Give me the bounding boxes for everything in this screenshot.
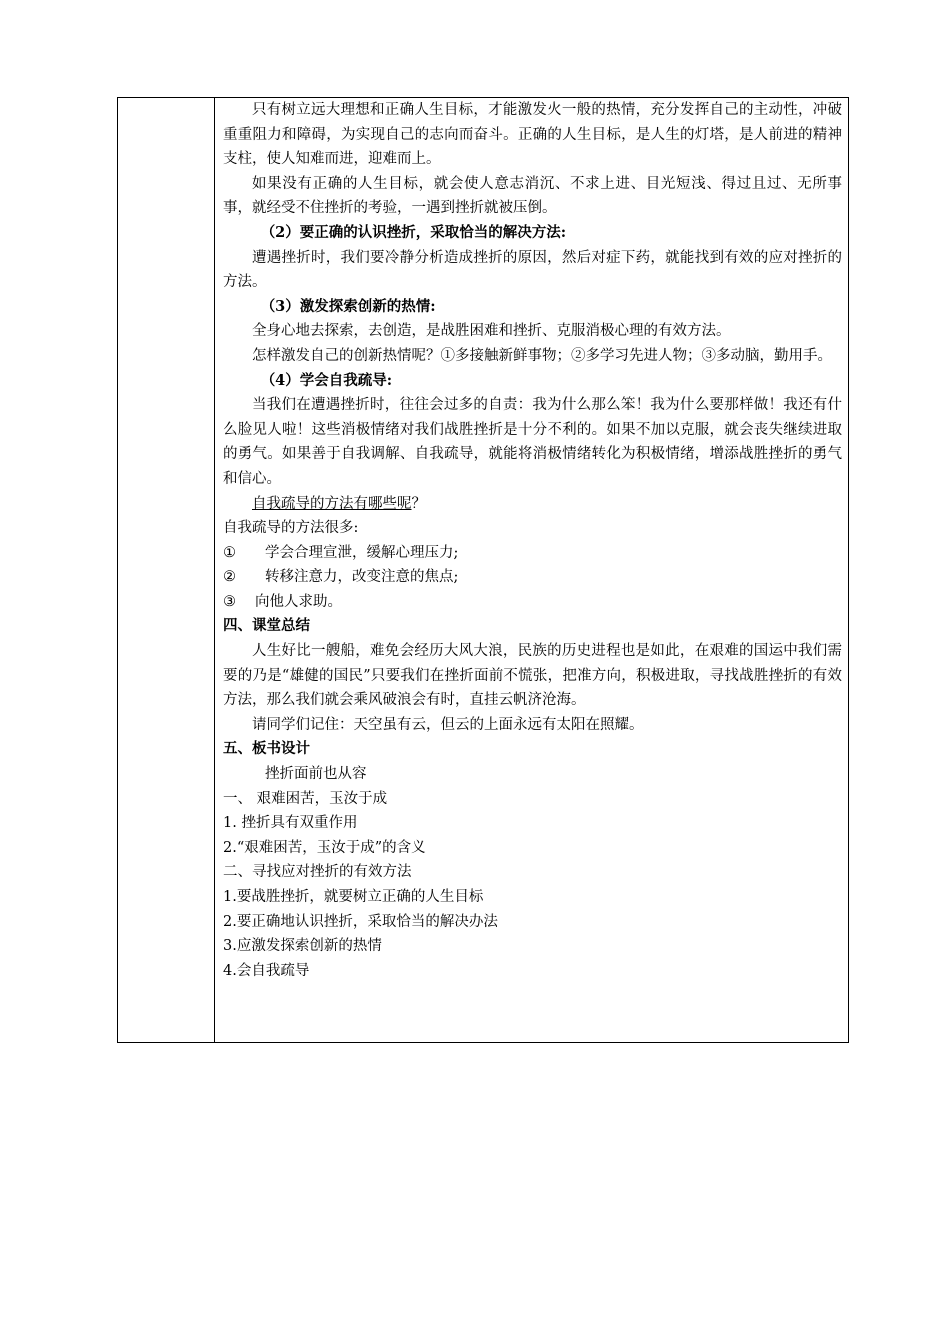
paragraph-goal: 只有树立远大理想和正确人生目标，才能激发火一般的热情，充分发挥自己的主动性，冲破重重阻力和障碍，为实现自己的志向而奋斗。正确的人生目标，是人生的灯塔，是人前进的精神支柱，使人知难而进，迎难而上。 (223, 102, 842, 168)
board-title: 挫折面前也从容 (265, 766, 367, 783)
method-number: ② (223, 569, 236, 586)
board-line: 4.会自我疏导 (223, 962, 310, 979)
method-number: ③ (223, 593, 236, 610)
method-item (223, 565, 842, 590)
table-content-cell (215, 98, 848, 1042)
paragraph-self-blame: 当我们在遭遇挫折时，往往会过多的自责：我为什么那么笨！我为什么要那样做！我还有什么脸见人啦！这些消极情绪对我们战胜挫折是十分不利的。如果不加以克服，就会丧失继续进取的勇气。如果善于自我调解、自我疏导，就能将消极情绪转化为积极情绪，增添战胜挫折的勇气和信心。 (223, 397, 842, 487)
method-number: ① (223, 544, 236, 561)
paragraph-summary: 人生好比一艘船，难免会经历大风大浪，民族的历史进程也是如此，在艰难的国运中我们需要的乃是“雄健的国民”只要我们在挫折面前不慌张，把准方向，积极进取，寻找战胜挫折的有效方法，那么我们就会乘风破浪会有时，直挂云帆济沧海。 (223, 643, 842, 709)
paragraph-analyze-setback: 遭遇挫折时，我们要冷静分析造成挫折的原因，然后对症下药，就能找到有效的应对挫折的方法。 (223, 249, 842, 291)
board-line: 一、 艰难困苦，玉汝于成 (223, 790, 388, 807)
question-self-guidance (223, 492, 842, 517)
paragraph-methods-intro: 自我疏导的方法很多: (223, 520, 359, 537)
method-text: 学会合理宣泄，缓解心理压力; (265, 544, 459, 561)
paragraph-remember: 请同学们记住：天空虽有云，但云的上面永远有太阳在照耀。 (252, 716, 644, 733)
board-line: 2.“艰难困苦，玉汝于成”的含义 (223, 839, 426, 856)
section-title-summary: 四、课堂总结 (223, 617, 310, 635)
subheading-understand-setback: （2）要正确的认识挫折，采取恰当的解决方法: (260, 223, 567, 241)
section-title-board: 五、板书设计 (223, 740, 310, 758)
lesson-table (117, 97, 849, 1043)
board-line: 1. 挫折具有双重作用 (223, 815, 358, 832)
method-text: 转移注意力，改变注意的焦点; (265, 569, 459, 586)
subheading-innovation: （3）激发探索创新的热情: (260, 297, 436, 315)
question-mark: ？ (411, 495, 426, 512)
question-text: 自我疏导的方法有哪些呢 (252, 495, 412, 512)
method-item (223, 541, 842, 566)
paragraph-explore: 全身心地去探索，去创造，是战胜困难和挫折、克服消极心理的有效方法。 (252, 323, 731, 340)
paragraph-no-goal: 如果没有正确的人生目标，就会使人意志消沉、不求上进、目光短浅、得过且过、无所事事，就经受不住挫折的考验，一遇到挫折就被压倒。 (223, 175, 842, 217)
board-line: 二、寻找应对挫折的有效方法 (223, 864, 412, 881)
board-line: 3.应激发探索创新的热情 (223, 938, 382, 955)
board-line: 1.要战胜挫折，就要树立正确的人生目标 (223, 889, 484, 905)
method-item (223, 590, 842, 615)
board-line: 2.要正确地认识挫折，采取恰当的解决办法 (223, 913, 498, 930)
subheading-self-guidance: （4）学会自我疏导: (260, 371, 393, 389)
paragraph-innovation-ways: 怎样激发自己的创新热情呢？①多接触新鲜事物；②多学习先进人物；③多动脑，勤用手。 (252, 347, 832, 364)
method-text: 向他人求助。 (255, 593, 342, 610)
table-left-cell (118, 98, 215, 1042)
